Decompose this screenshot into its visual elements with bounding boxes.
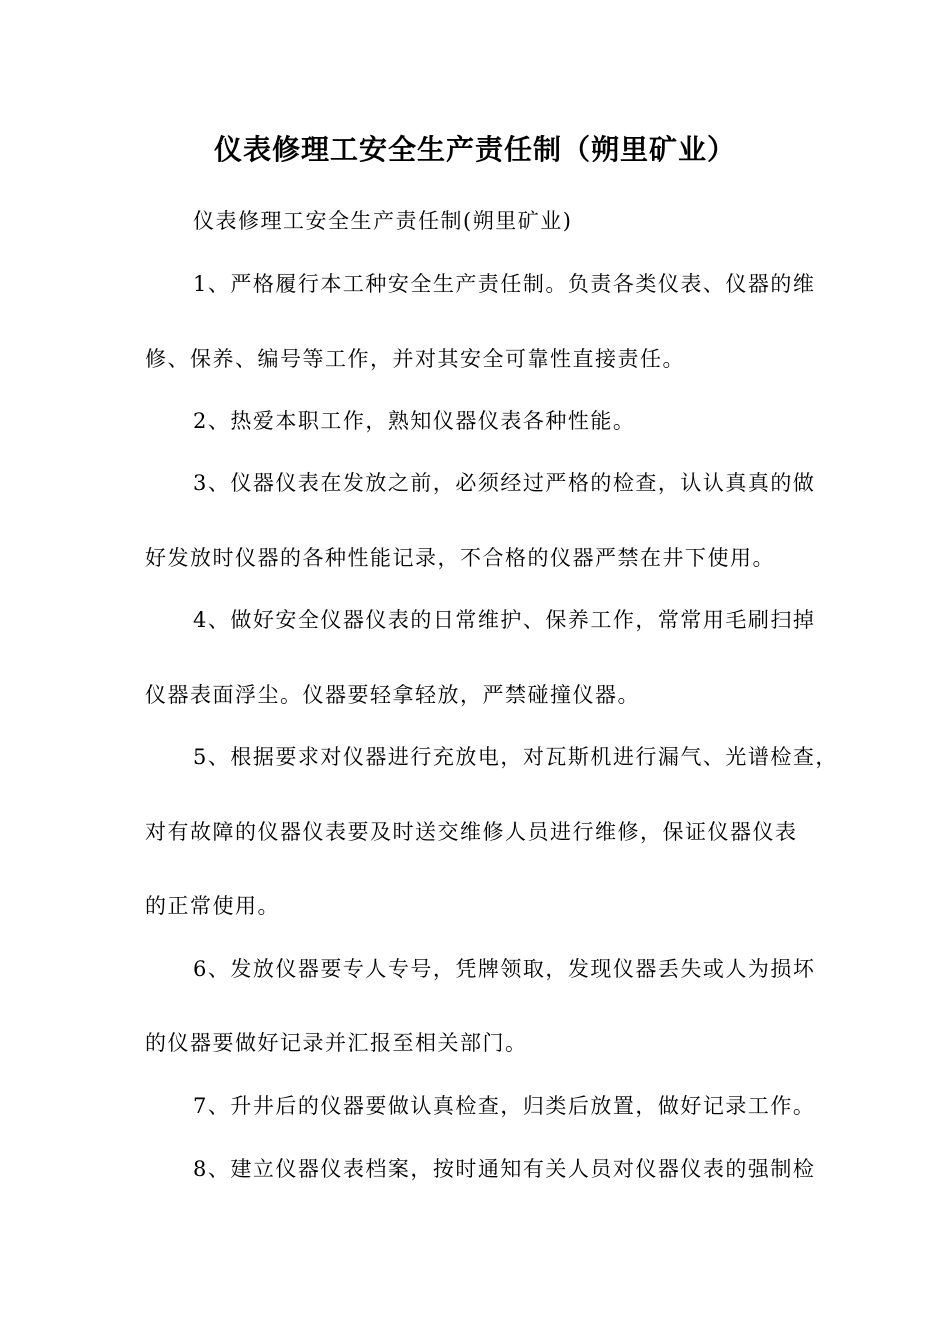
paragraph-line: 6、发放仪器要专人专号，凭牌领取，发现仪器丢失或人为损坏 <box>193 957 816 981</box>
paragraph-line: 的正常使用。 <box>145 894 280 918</box>
paragraph-line: 3、仪器仪表在发放之前，必须经过严格的检查，认认真真的做 <box>193 471 816 495</box>
paragraph-line: 好发放时仪器的各种性能记录，不合格的仪器严禁在井下使用。 <box>145 546 775 570</box>
paragraph-line: 5、根据要求对仪器进行充放电，对瓦斯机进行漏气、光谱检查， <box>193 745 838 769</box>
paragraph-line: 1、严格履行本工种安全生产责任制。负责各类仪表、仪器的维 <box>193 272 816 296</box>
paragraph-line: 的仪器要做好记录并汇报至相关部门。 <box>145 1031 528 1055</box>
paragraph-line: 8、建立仪器仪表档案，按时通知有关人员对仪器仪表的强制检 <box>193 1157 816 1181</box>
paragraph-line: 4、做好安全仪器仪表的日常维护、保养工作，常常用毛刷扫掉 <box>193 608 816 632</box>
document-title: 仪表修理工安全生产责任制（朔里矿业） <box>213 133 736 166</box>
paragraph-line: 修、保养、编号等工作，并对其安全可靠性直接责任。 <box>145 347 685 371</box>
subtitle-line: 仪表修理工安全生产责任制(朔里矿业) <box>193 209 573 233</box>
paragraph-line: 仪器表面浮尘。仪器要轻拿轻放，严禁碰撞仪器。 <box>145 683 640 707</box>
paragraph-line: 2、热爱本职工作，熟知仪器仪表各种性能。 <box>193 409 636 433</box>
paragraph-line: 对有故障的仪器仪表要及时送交维修人员进行维修，保证仪器仪表 <box>145 820 798 844</box>
paragraph-line: 7、升井后的仪器要做认真检查，归类后放置，做好记录工作。 <box>193 1094 816 1118</box>
